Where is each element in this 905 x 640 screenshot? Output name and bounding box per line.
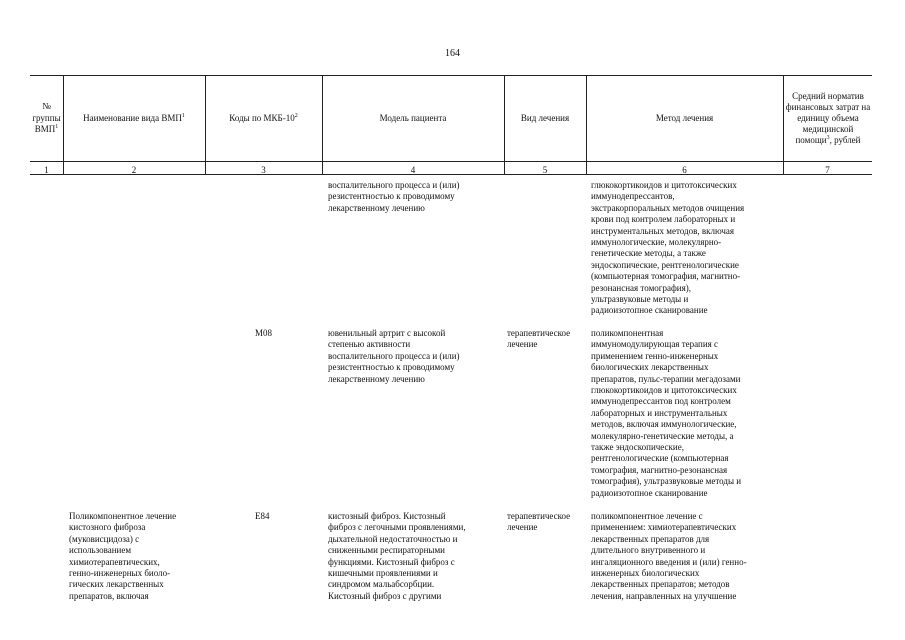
header-average-cost: Средний норматив финансовых затрат на единицу объема медицинской помощи$^3$, рублей: [785, 91, 871, 145]
cell-line: (компьютерная томография, магнитно-: [591, 271, 741, 282]
cell-line: кишечными проявлениями и: [328, 568, 438, 579]
cell-line: лечение: [507, 522, 538, 533]
row-1-treatment-method: [591, 180, 744, 317]
cell-line: томография, магнитно-резонансная: [591, 464, 728, 475]
cell-line: биологических лекарственных: [591, 362, 709, 373]
cell-line: иммунологические, молекулярно-: [591, 237, 722, 248]
cell-line: лечение: [507, 339, 538, 350]
cell-line: иммунодепрессантов под контролем: [591, 396, 731, 407]
cell-line: терапевтическое: [507, 511, 571, 521]
cell-line: поликомпонентное лечение с: [591, 511, 703, 521]
column-number: 6: [682, 165, 687, 175]
row-3-patient-model: [328, 511, 466, 602]
row-1-patient-model: [328, 180, 460, 214]
cell-line: методов, включая иммунологические,: [591, 419, 737, 430]
cell-line: молекулярно-генетические методы, а: [591, 430, 734, 441]
cell-line: иммунодепрессантов,: [591, 191, 675, 202]
cell-line: резистентностью к проводимому: [328, 362, 455, 373]
cell-line: поликомпонентная: [591, 328, 664, 338]
header-treatment-method: Метод лечения: [655, 112, 714, 123]
row-2-treatment-type: [507, 328, 570, 351]
cell-line: степенью активности: [328, 339, 411, 350]
cell-line: глюкокортикоидов и цитотоксических: [591, 385, 737, 396]
cell-line: также эндоскопические,: [591, 442, 684, 453]
cell-line: ультразвуковые методы и: [591, 294, 689, 305]
cell-line: эндоскопические, рентгенологические: [591, 259, 739, 270]
cell-line: резистентностью к проводимому: [328, 191, 455, 202]
cell-line: резонансная томография),: [591, 282, 691, 293]
column-number: 3: [261, 165, 266, 175]
cell-line: Кистозный фиброз с другими: [328, 590, 442, 601]
column-number: 5: [542, 165, 548, 175]
cell-line: радиоизотопное сканирование: [591, 487, 708, 498]
cell-line: длительного внутривенного и: [591, 545, 706, 556]
cell-line: функциями. Кистозный фиброз с: [328, 556, 455, 567]
column-divider: [783, 75, 784, 175]
cell-line: томография), ультразвуковые методы и: [591, 476, 742, 487]
cell-line: терапевтическое: [507, 328, 571, 338]
cell-line: инструментальных методов, включая: [591, 225, 734, 236]
row-2-icd-code: М08: [255, 328, 273, 338]
cell-line: сниженными респираторными: [328, 545, 445, 556]
cell-line: лекарственных препаратов для: [591, 533, 710, 544]
cell-line: (муковисцидоза) с: [69, 533, 140, 544]
row-2-patient-model: [328, 328, 460, 385]
header-bottom-border: [30, 161, 872, 162]
cell-line: Поликомпонентное лечение: [69, 511, 177, 521]
cell-line: глюкокортикоидов и цитотоксических: [591, 180, 737, 190]
row-3-vmp-name: [69, 511, 176, 602]
cell-line: фиброз с легочными проявлениями,: [328, 522, 466, 533]
cell-line: генетические методы, а также: [591, 248, 706, 259]
cell-line: применением генно-инженерных: [591, 350, 719, 361]
column-number: 1: [44, 165, 49, 175]
cell-line: генно-инженерных биоло-: [69, 568, 171, 579]
column-number: 2: [131, 165, 137, 175]
header-group-number: № группы ВМП$^1$: [32, 101, 61, 135]
cell-line: лекарственному лечению: [328, 202, 425, 213]
cell-line: применением: химиотерапевтических: [591, 522, 737, 533]
header-vmp-name: Наименование вида ВМП$^1$: [83, 112, 185, 123]
header-icd-codes: Коды по МКБ-$10^2$: [229, 112, 298, 123]
cell-line: радиоизотопное сканирование: [591, 305, 708, 316]
header-patient-model: Модель пациента: [379, 112, 447, 123]
cell-line: ювенильный артрит с высокой: [328, 328, 446, 338]
cell-line: воспалительного процесса и (или): [328, 180, 460, 190]
cell-line: воспалительного процесса и (или): [328, 350, 460, 361]
cell-line: лечения, направленных на улучшение: [591, 590, 737, 601]
page-number: 164: [445, 48, 460, 59]
cell-line: кистозный фиброз. Кистозный: [328, 511, 446, 521]
cell-line: инженерных биологических: [591, 568, 700, 579]
row-3-treatment-method: [591, 511, 747, 602]
column-number: 4: [410, 165, 416, 175]
cell-line: химиотерапевтических,: [69, 556, 160, 567]
cell-line: кистозного фиброза: [69, 522, 146, 533]
cell-line: препаратов, включая: [69, 590, 149, 601]
cell-line: дыхательной недостаточностью и: [328, 533, 458, 544]
cell-line: синдромом мальабсорбции.: [328, 579, 435, 590]
cell-line: крови под контролем лабораторных и: [591, 214, 736, 225]
cell-line: рентгенологические (компьютерная: [591, 453, 729, 464]
cell-line: гических лекарственных: [69, 579, 164, 590]
cell-line: лабораторных и инструментальных: [591, 407, 728, 418]
cell-line: экстракорпоральных методов очищения: [591, 202, 745, 213]
column-number: 7: [825, 165, 830, 175]
cell-line: лекарственных препаратов; методов: [591, 579, 730, 590]
cell-line: лекарственному лечению: [328, 373, 425, 384]
cell-line: ингаляционного введения и (или) генно-: [591, 556, 747, 567]
row-2-treatment-method: [591, 328, 741, 499]
row-3-treatment-type: [507, 511, 570, 534]
cell-line: препаратов, пульс-терапии мегадозами: [591, 373, 741, 384]
row-3-icd-code: Е84: [255, 511, 270, 521]
cell-line: иммуномодулирующая терапия с: [591, 339, 719, 350]
cell-line: использованием: [69, 545, 132, 556]
header-treatment-type: Вид лечения: [520, 112, 570, 123]
